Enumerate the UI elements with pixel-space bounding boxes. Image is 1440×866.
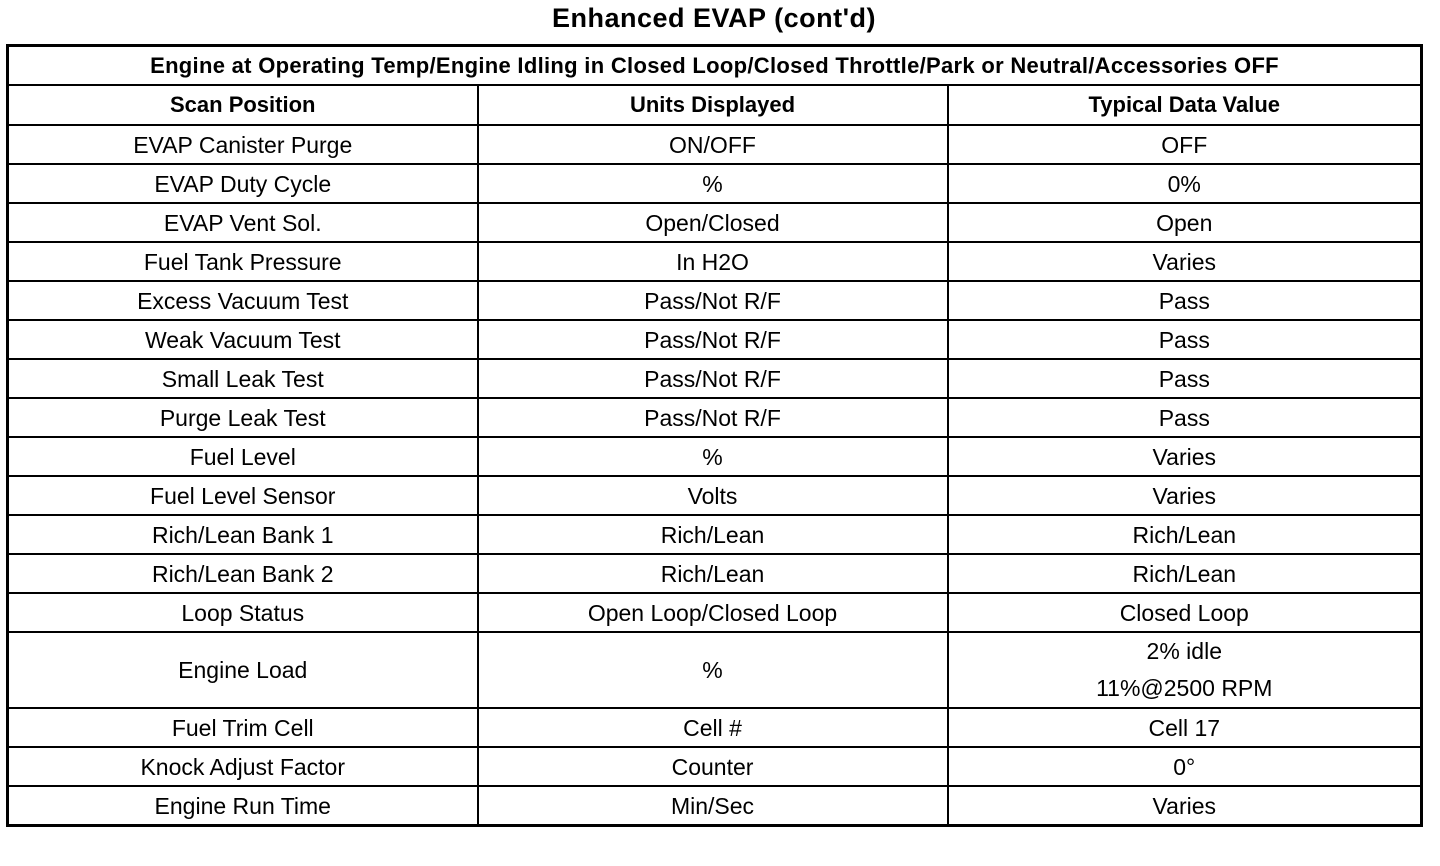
column-header-scan-position: Scan Position bbox=[8, 85, 478, 125]
column-header-typical-data-value: Typical Data Value bbox=[948, 85, 1422, 125]
value-cell: Pass bbox=[948, 359, 1422, 398]
value-cell: 0% bbox=[948, 164, 1422, 203]
units-cell: Rich/Lean bbox=[478, 515, 948, 554]
scan-position-cell: Fuel Trim Cell bbox=[8, 708, 478, 747]
table-row bbox=[8, 747, 1422, 786]
scan-position-cell: Loop Status bbox=[8, 593, 478, 632]
scan-position-cell: Fuel Level Sensor bbox=[8, 476, 478, 515]
condition-header: Engine at Operating Temp/Engine Idling in Closed Loop/Closed Throttle/Park or Neutral/Accessories OFF bbox=[8, 46, 1422, 86]
value-cell: Varies bbox=[948, 242, 1422, 281]
scan-position-cell: EVAP Canister Purge bbox=[8, 125, 478, 164]
scan-position-cell: Fuel Level bbox=[8, 437, 478, 476]
units-cell: Cell # bbox=[478, 708, 948, 747]
scan-position-cell: EVAP Duty Cycle bbox=[8, 164, 478, 203]
table-row bbox=[8, 593, 1422, 632]
value-cell: Varies bbox=[948, 786, 1422, 826]
units-cell: Rich/Lean bbox=[478, 554, 948, 593]
page-title: Enhanced EVAP (cont'd) bbox=[552, 3, 876, 33]
units-cell: Open Loop/Closed Loop bbox=[478, 593, 948, 632]
value-cell: Pass bbox=[948, 398, 1422, 437]
scan-position-cell: Rich/Lean Bank 2 bbox=[8, 554, 478, 593]
value-cell: Rich/Lean bbox=[948, 554, 1422, 593]
table-row bbox=[8, 281, 1422, 320]
value-cell: Varies bbox=[948, 437, 1422, 476]
table-row bbox=[8, 320, 1422, 359]
units-cell: % bbox=[478, 632, 948, 708]
scan-position-cell: Engine Run Time bbox=[8, 786, 478, 826]
table-row bbox=[8, 203, 1422, 242]
column-header-units-displayed: Units Displayed bbox=[478, 85, 948, 125]
units-cell: % bbox=[478, 437, 948, 476]
units-cell: % bbox=[478, 164, 948, 203]
scan-position-cell: Small Leak Test bbox=[8, 359, 478, 398]
units-cell: In H2O bbox=[478, 242, 948, 281]
units-cell: Volts bbox=[478, 476, 948, 515]
value-cell: Pass bbox=[948, 281, 1422, 320]
value-cell: Closed Loop bbox=[948, 593, 1422, 632]
value-cell: Pass bbox=[948, 320, 1422, 359]
value-cell: Cell 17 bbox=[948, 708, 1422, 747]
condition-row bbox=[8, 46, 1422, 86]
units-cell: ON/OFF bbox=[478, 125, 948, 164]
value-cell: 0° bbox=[948, 747, 1422, 786]
table-row bbox=[8, 437, 1422, 476]
table-row bbox=[8, 632, 1422, 708]
units-cell: Open/Closed bbox=[478, 203, 948, 242]
table-row bbox=[8, 398, 1422, 437]
value-line: 2% idle bbox=[1146, 638, 1222, 664]
scan-position-cell: Excess Vacuum Test bbox=[8, 281, 478, 320]
evap-data-table bbox=[6, 44, 1423, 827]
table-row bbox=[8, 708, 1422, 747]
units-cell: Pass/Not R/F bbox=[478, 320, 948, 359]
value-cell: Rich/Lean bbox=[948, 515, 1422, 554]
value-cell: OFF bbox=[948, 125, 1422, 164]
table-row bbox=[8, 554, 1422, 593]
value-cell: Open bbox=[948, 203, 1422, 242]
table-row bbox=[8, 476, 1422, 515]
table-row bbox=[8, 242, 1422, 281]
column-header-row bbox=[8, 85, 1422, 125]
table-row bbox=[8, 164, 1422, 203]
value-line: 11%@2500 RPM bbox=[1096, 675, 1273, 701]
scan-position-cell: Knock Adjust Factor bbox=[8, 747, 478, 786]
units-cell: Pass/Not R/F bbox=[478, 359, 948, 398]
units-cell: Counter bbox=[478, 747, 948, 786]
scan-position-cell: Rich/Lean Bank 1 bbox=[8, 515, 478, 554]
value-cell: Varies bbox=[948, 476, 1422, 515]
table-row bbox=[8, 125, 1422, 164]
table-row bbox=[8, 359, 1422, 398]
scan-position-cell: Engine Load bbox=[8, 632, 478, 708]
table-row bbox=[8, 786, 1422, 826]
units-cell: Min/Sec bbox=[478, 786, 948, 826]
scan-position-cell: EVAP Vent Sol. bbox=[8, 203, 478, 242]
scan-position-cell: Purge Leak Test bbox=[8, 398, 478, 437]
scan-position-cell: Fuel Tank Pressure bbox=[8, 242, 478, 281]
scan-position-cell: Weak Vacuum Test bbox=[8, 320, 478, 359]
table-row bbox=[8, 515, 1422, 554]
units-cell: Pass/Not R/F bbox=[478, 281, 948, 320]
value-cell bbox=[948, 632, 1422, 708]
units-cell: Pass/Not R/F bbox=[478, 398, 948, 437]
